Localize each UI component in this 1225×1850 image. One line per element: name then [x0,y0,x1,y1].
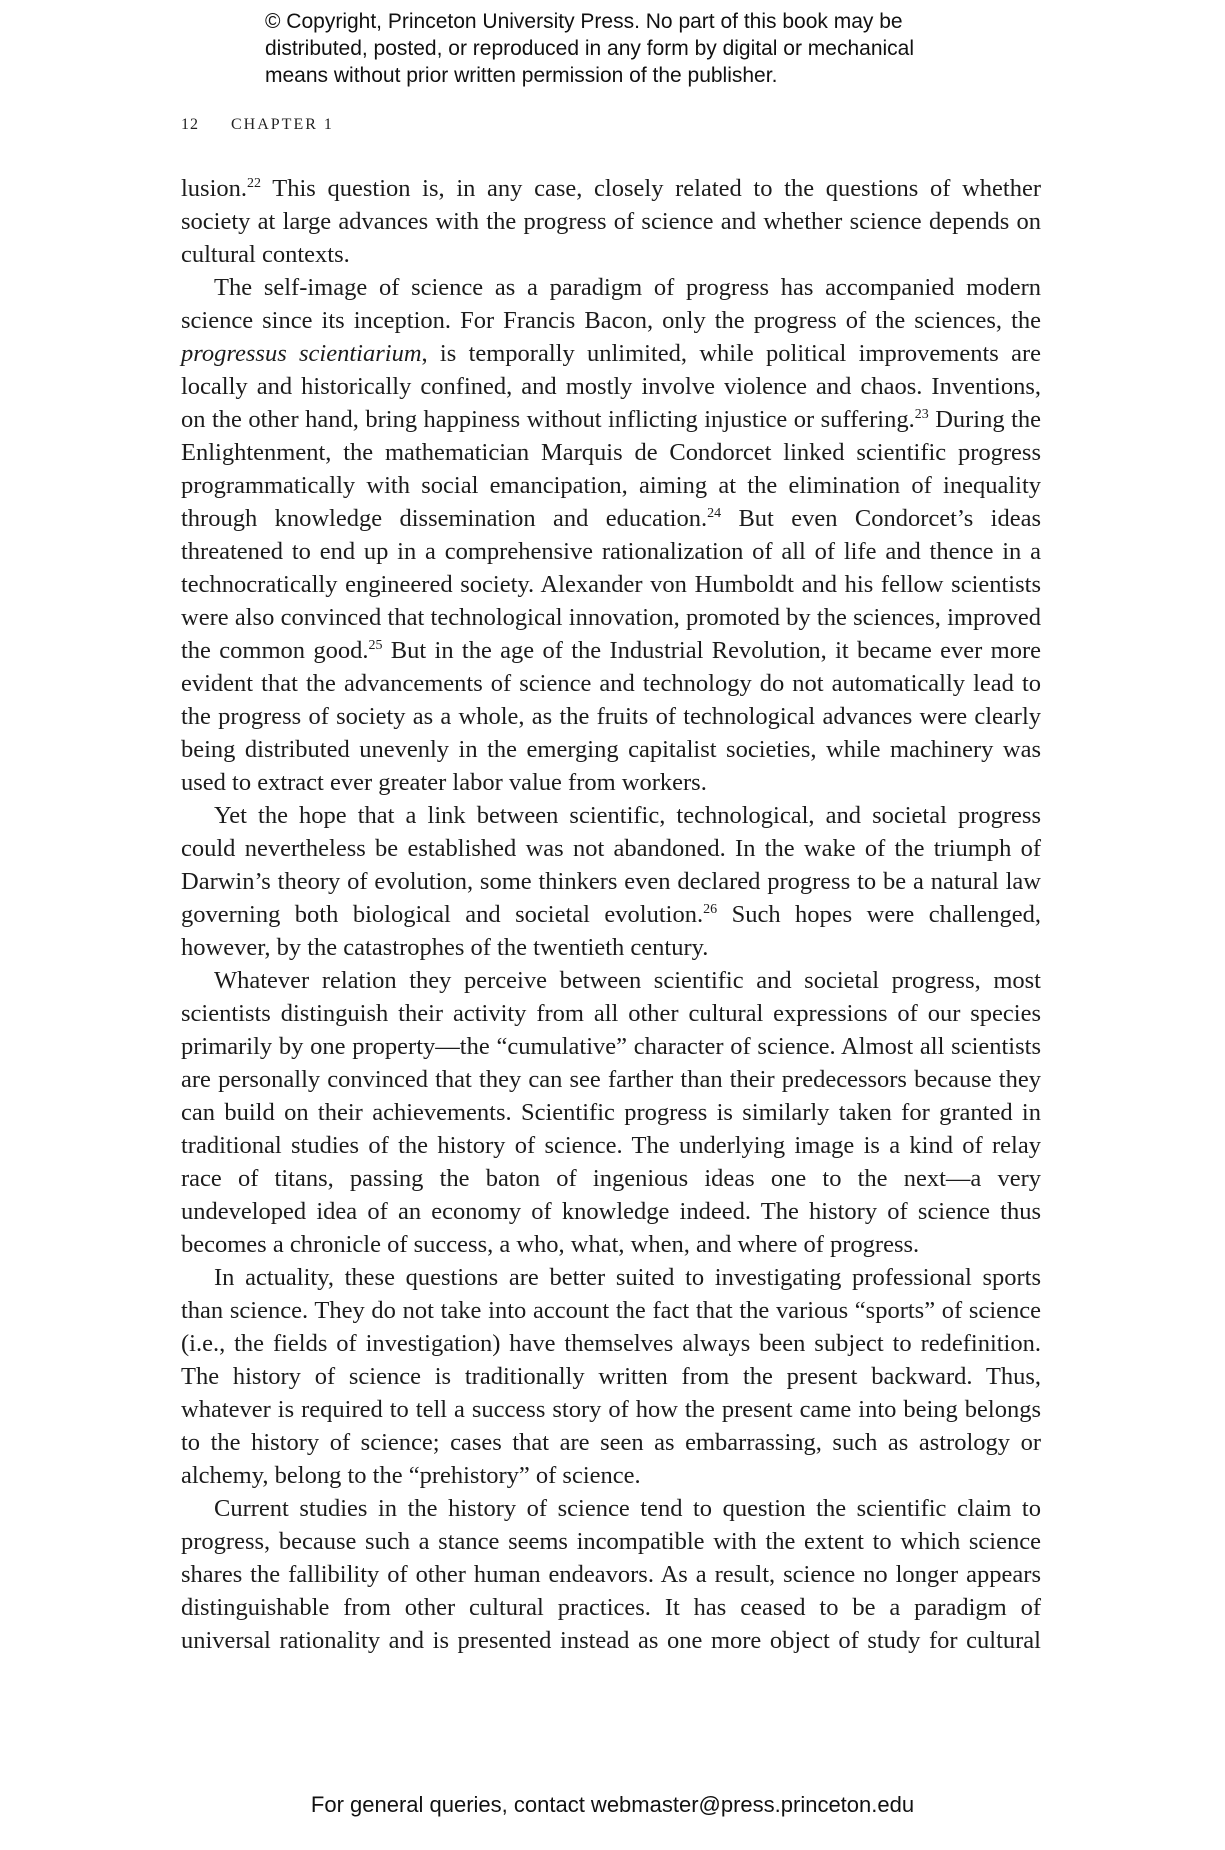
paragraph-3: Yet the hope that a link between scientific, technological, and societal progress could nevertheless be established was not abandoned. In the wake of the triumph of Darwin’s theory of evolution, some thinkers even declared progress to be a natural law governing both biological and societal evolution.$^{26}$ Such hopes were challenged, however, by the catastrophes of the twentieth century. [181,802,1041,961]
body-text [181,172,1041,1657]
paragraph-4: Whatever relation they perceive between scientific and societal progress, most scientists distinguish their activity from all other cultural expressions of our species primarily by one property—the “cumulative” character of science. Almost all scientists are personally convinced that they can see farther than their predecessors because they can build on their achievements. Scientific progress is similarly taken for granted in traditional studies of the history of science. The underlying image is a kind of relay race of titans, passing the baton of ingenious ideas one to the next—a very undeveloped idea of an economy of knowledge indeed. The history of science thus becomes a chronicle of success, a who, what, when, and where of progress. [181,967,1041,1258]
paragraph-5: In actuality, these questions are better suited to investigating professional sports than science. They do not take into account the fact that the various “sports” of science (i.e., the fields of investigation) have themselves always been subject to redefinition. The history of science is traditionally written from the present backward. Thus, whatever is required to tell a success story of how the present came into being belongs to the history of science; cases that are seen as embarrassing, such as astrology or alchemy, belong to the “prehistory” of science. [181,1264,1041,1489]
copyright-notice [265,8,1025,89]
footnote-ref-24: 24 [707,506,722,521]
copyright-line-2: distributed, posted, or reproduced in any form by digital or mechanical [265,37,915,60]
page-number: 12 [181,116,199,133]
paragraph-6: Current studies in the history of science tend to question the scientific claim to progress, because such a stance seems incompatible with the extent to which science shares the fallibility of other human endeavors. As a result, science no longer appears distinguishable from other cultural practices. It has ceased to be a paradigm of universal rationality and is presented instead as one more object of study for cultural [181,1495,1041,1654]
paragraph-2: The self-image of science as a paradigm of progress has accompanied modern science since its inception. For Francis Bacon, only the progress of the sciences, the progressus scientiarium, is temporally unlimited, while political improvements are locally and historically confined, and mostly involve violence and chaos. Inventions, on the other hand, bring happiness without inflicting injustice or suffering.$^{23}$ During the Enlightenment, the mathematician Marquis de Condorcet linked scientific progress programmatically with social emancipation, aiming at the elimination of inequality through knowledge dissemination and education.$^{24}$ But even Condorcet’s ideas threatened to end up in a comprehensive rationalization of all of life and thence in a technocratically engineered society. Alexander von Humboldt and his fellow scientists were also convinced that technological innovation, promoted by the sciences, improved the common good.$^{25}$ But in the age of the Industrial Revolution, it became ever more evident that the advancements of science and technology do not automatically lead to the progress of society as a whole, as the fruits of technological advances were clearly being distributed unevenly in the emerging capitalist societies, while machinery was used to extract ever greater labor value from workers. [181,274,1042,796]
copyright-line-1: © Copyright, Princeton University Press. No part of this book may be [265,10,903,33]
footer-contact: For general queries, contact webmaster@press.princeton.edu [310,1792,915,1817]
italic-term: progressus scientiarium [181,340,422,367]
footnote-ref-22: 22 [247,176,262,191]
chapter-label: CHAPTER 1 [231,116,334,133]
footnote-ref-25: 25 [368,638,383,653]
paragraph-1: lusion.$^{22}$ This question is, in any case, closely related to the questions of whether society at large advances with the progress of science and whether science depends on cultural contexts. [181,175,1041,268]
copyright-line-3: means without prior written permission of the publisher. [265,64,778,87]
footnote-ref-23: 23 [914,407,929,422]
footnote-ref-26: 26 [703,902,718,917]
running-head [181,116,334,134]
